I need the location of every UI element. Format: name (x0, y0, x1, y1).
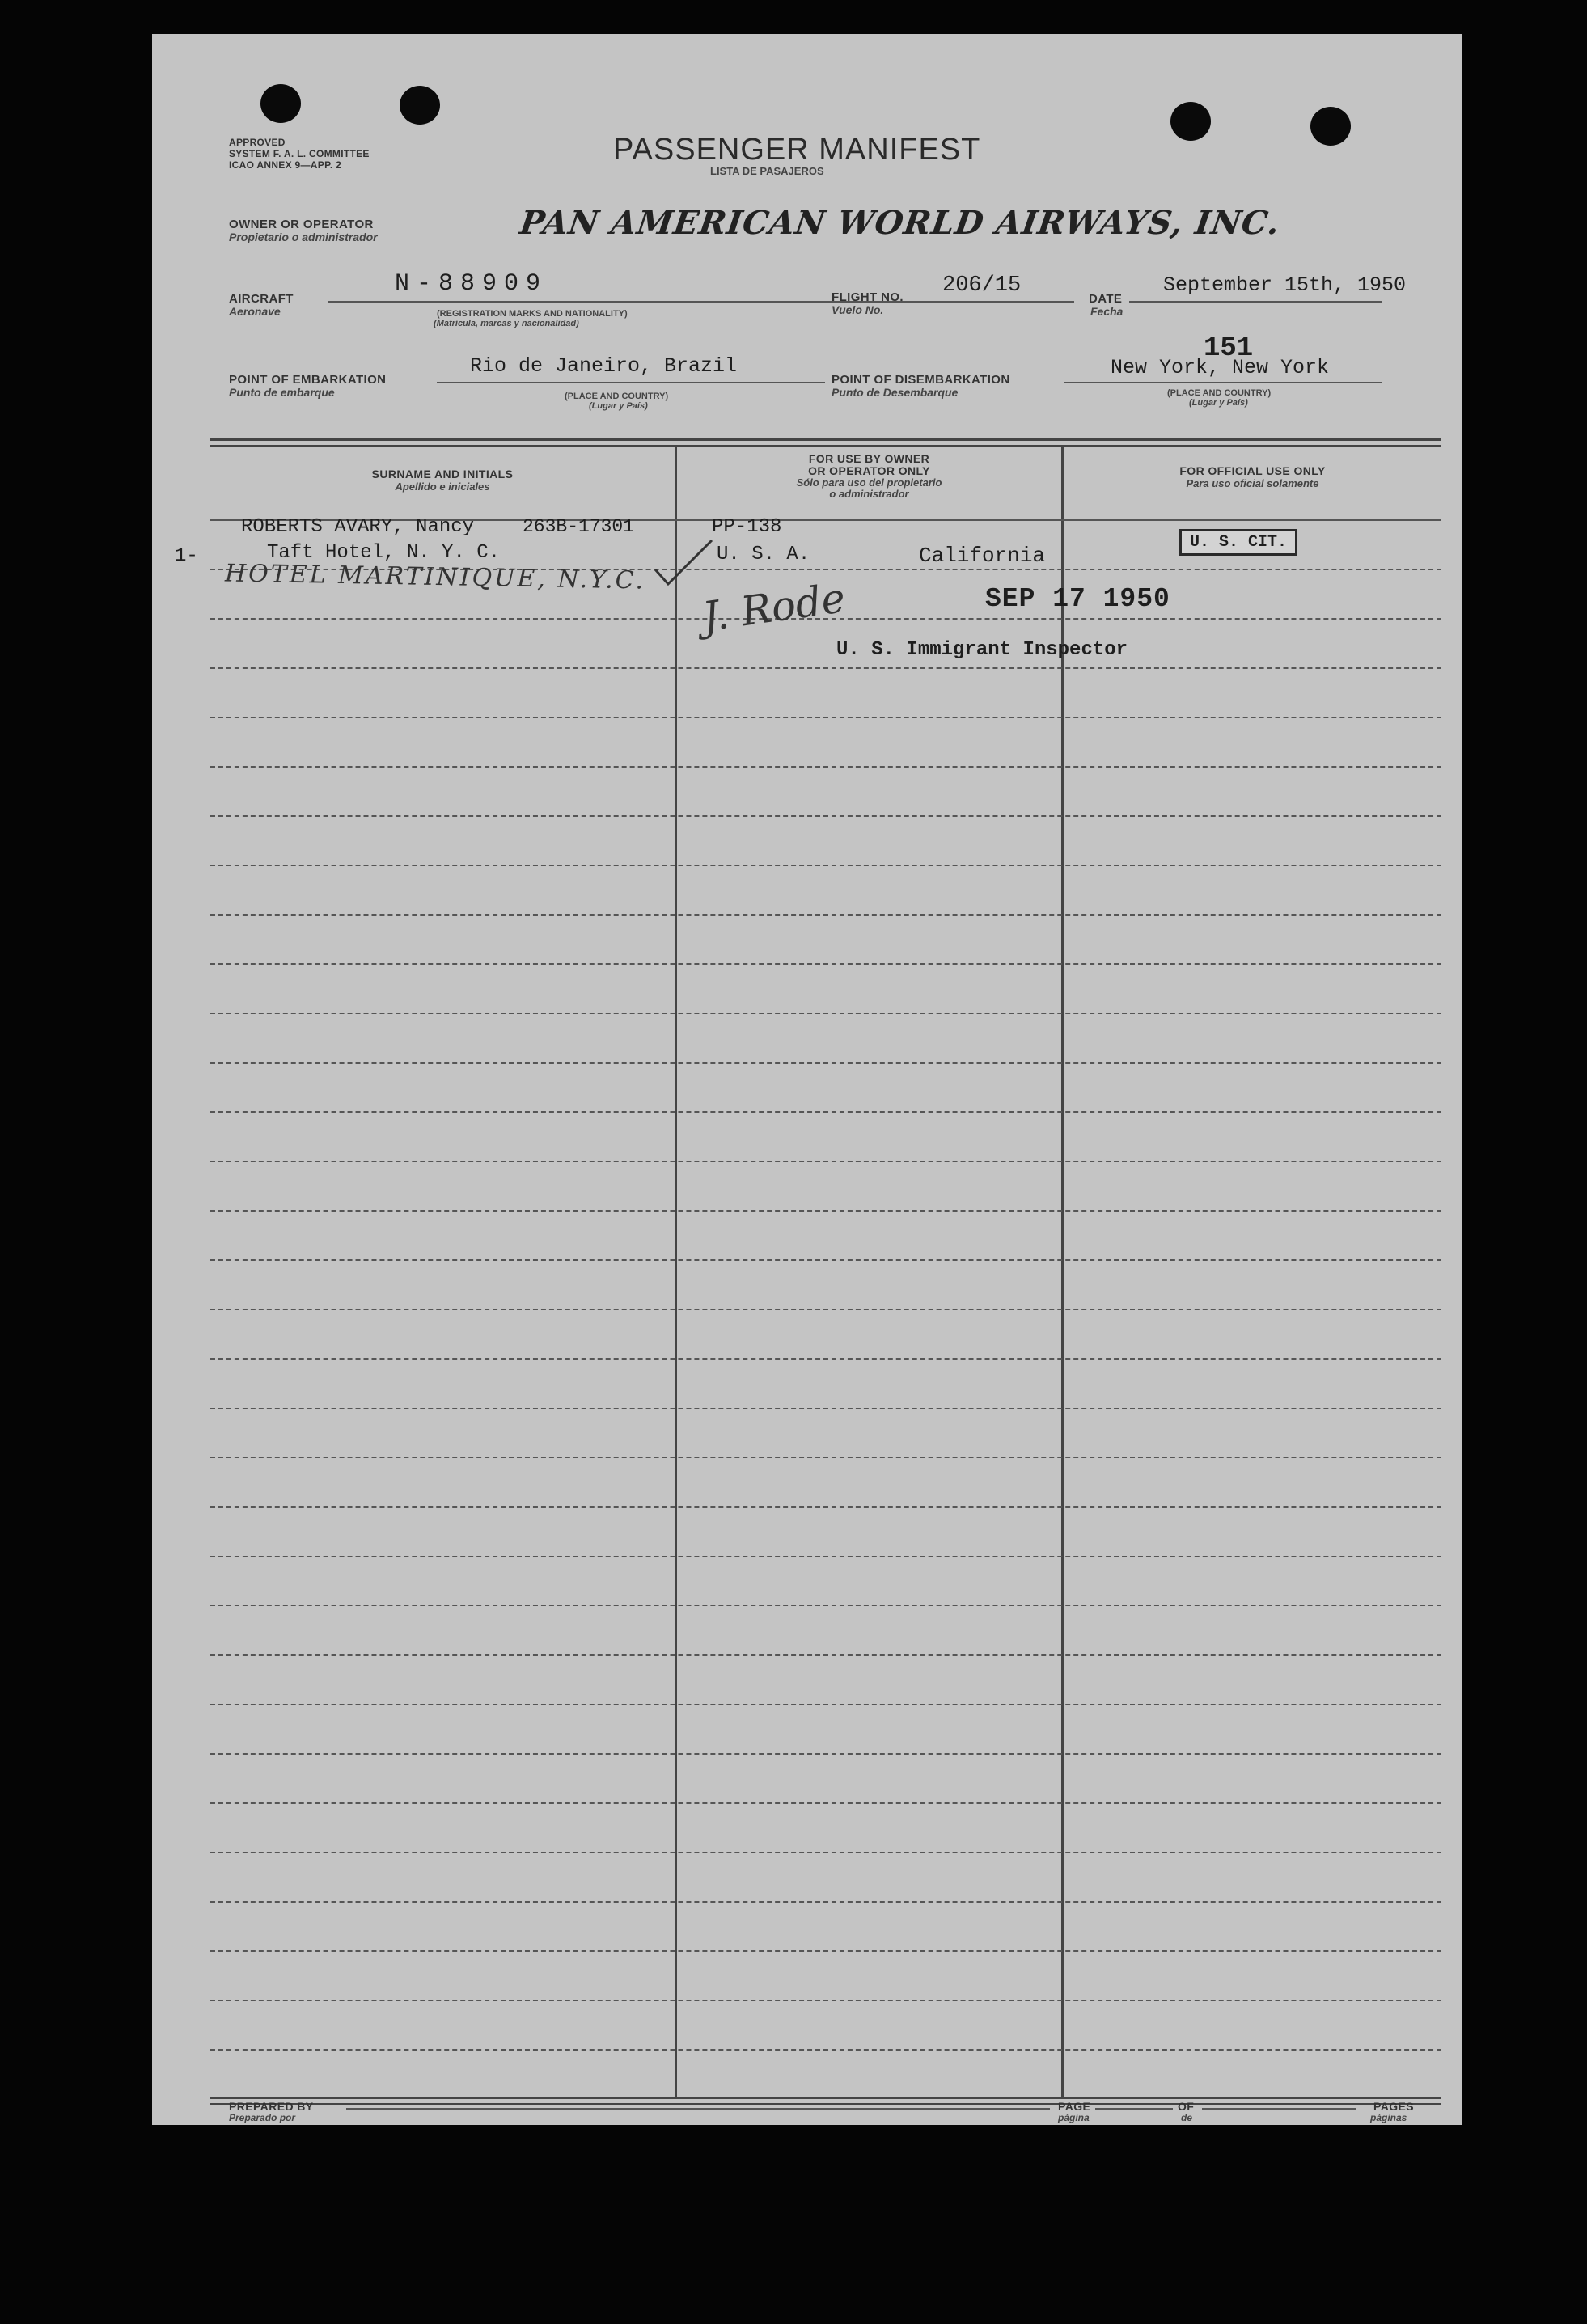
row-rule (210, 963, 1441, 965)
row-rule (210, 2000, 1441, 2001)
inspector-signature: J. Rode (699, 574, 849, 641)
row-rule (210, 1408, 1441, 1409)
passport-number: 263B-17301 (523, 516, 635, 537)
flight-line (912, 301, 1074, 303)
pages-label-spanish: páginas (1370, 2112, 1407, 2123)
table-top-rule (210, 445, 1441, 447)
of-line (1202, 2108, 1356, 2110)
nationality: U. S. A. (717, 544, 810, 565)
prepared-by-line (346, 2108, 1050, 2110)
row-rule (210, 914, 1441, 916)
disembarkation-place-note-spanish: (Lugar y País) (1189, 398, 1248, 408)
flight-label: FLIGHT NO. (832, 290, 904, 304)
page-label-spanish: página (1058, 2112, 1090, 2123)
approval-line: SYSTEM F. A. L. COMMITTEE (229, 148, 370, 159)
owner-label-spanish: Propietario o administrador (229, 231, 378, 243)
embarkation-value: Rio de Janeiro, Brazil (470, 354, 738, 378)
row-rule (210, 1802, 1441, 1804)
pages-label: PAGES (1373, 2100, 1414, 2113)
punch-hole (1310, 107, 1351, 146)
column-header-name (210, 468, 675, 493)
date-label-spanish: Fecha (1090, 305, 1124, 318)
row-rule (210, 1654, 1441, 1656)
row-rule (210, 2049, 1441, 2051)
registration-note: (REGISTRATION MARKS AND NATIONALITY) (437, 309, 628, 319)
form-title-spanish: LISTA DE PASAJEROS (710, 165, 824, 177)
disembarkation-value: New York, New York (1111, 356, 1330, 379)
table-bottom-rule (210, 2103, 1441, 2105)
date-value: September 15th, 1950 (1163, 273, 1407, 297)
flight-value: 206/15 (942, 273, 1022, 298)
disembarkation-label: POINT OF DISEMBARKATION (832, 373, 1010, 387)
hotel-handwritten: HOTEL MARTINIQUE, N.Y.C. (224, 559, 646, 595)
table-top-rule (210, 438, 1441, 441)
page-line (1095, 2108, 1173, 2110)
row-rule (210, 815, 1441, 817)
column-title: FOR USE BY OWNER OR OPERATOR ONLY (808, 452, 930, 477)
row-rule (210, 1901, 1441, 1903)
prepared-by-label: PREPARED BY (229, 2100, 314, 2113)
row-rule (210, 1457, 1441, 1458)
entry-number: 1- (175, 545, 198, 567)
date-line (1129, 301, 1382, 303)
row-rule (210, 1556, 1441, 1557)
row-rule (210, 1259, 1441, 1261)
column-title: FOR OFFICIAL USE ONLY (1179, 464, 1326, 477)
row-rule (210, 1950, 1441, 1952)
of-label: OF (1178, 2100, 1195, 2113)
row-rule (210, 1062, 1441, 1064)
approval-line: APPROVED (229, 137, 286, 148)
column-divider (675, 445, 677, 2098)
passenger-name: ROBERTS AVARY, Nancy (241, 516, 475, 538)
check-mark-icon (652, 537, 717, 593)
prepared-by-label-spanish: Preparado por (229, 2112, 296, 2123)
column-header-official (1064, 464, 1441, 489)
aircraft-value: N-88909 (395, 270, 548, 298)
operator-reference: PP-138 (712, 516, 782, 538)
row-rule (210, 1506, 1441, 1508)
disembarkation-label-spanish: Punto de Desembarque (832, 386, 959, 399)
row-rule (210, 667, 1441, 669)
row-rule (210, 1753, 1441, 1755)
of-label-spanish: de (1181, 2112, 1193, 2123)
form-title: PASSENGER MANIFEST (613, 133, 981, 167)
embarkation-label: POINT OF EMBARKATION (229, 373, 387, 387)
embarkation-place-note-spanish: (Lugar y País) (589, 401, 648, 411)
row-rule (210, 1309, 1441, 1310)
operator-name: PAN AMERICAN WORLD AIRWAYS, INC. (517, 204, 1283, 242)
punch-hole (1170, 102, 1211, 141)
column-title: SURNAME AND INITIALS (371, 468, 514, 480)
row-rule (210, 1210, 1441, 1212)
date-label: DATE (1089, 292, 1123, 306)
approval-line: ICAO ANNEX 9—APP. 2 (229, 159, 342, 171)
column-title-spanish: Apellido e iniciales (395, 480, 490, 493)
hotel-address: Taft Hotel, N. Y. C. (267, 542, 501, 564)
disembarkation-line (1064, 382, 1382, 383)
state: California (919, 544, 1046, 568)
registration-note-spanish: (Matrícula, marcas y nacionalidad) (434, 319, 579, 328)
row-rule (210, 1852, 1441, 1853)
aircraft-label: AIRCRAFT (229, 292, 294, 306)
embarkation-place-note: (PLACE AND COUNTRY) (565, 392, 669, 401)
manifest-sheet (152, 34, 1462, 2125)
punch-hole (400, 86, 440, 125)
punch-hole (260, 84, 301, 123)
column-divider (1061, 445, 1064, 2098)
embarkation-line (437, 382, 825, 383)
row-rule (210, 1013, 1441, 1014)
citizenship-stamp: U. S. CIT. (1179, 529, 1297, 556)
column-title-spanish: Sólo para uso del propietario o administrador (796, 476, 942, 500)
owner-label: OWNER OR OPERATOR (229, 218, 374, 231)
page-label: PAGE (1058, 2100, 1091, 2113)
row-rule (210, 717, 1441, 718)
table-bottom-rule (210, 2097, 1441, 2099)
row-rule (210, 1111, 1441, 1113)
arrival-date-stamp: SEP 17 1950 (985, 584, 1170, 614)
disembarkation-place-note: (PLACE AND COUNTRY) (1167, 388, 1272, 398)
column-header-operator (677, 453, 1061, 500)
flight-label-spanish: Vuelo No. (832, 303, 884, 316)
row-rule (210, 1605, 1441, 1606)
row-rule (210, 1704, 1441, 1705)
inspector-title: U. S. Immigrant Inspector (836, 639, 1128, 661)
row-rule (210, 1358, 1441, 1360)
aircraft-label-spanish: Aeronave (229, 305, 281, 318)
row-rule (210, 1161, 1441, 1162)
row-rule (210, 766, 1441, 768)
column-title-spanish: Para uso oficial solamente (1186, 477, 1319, 489)
row-rule (210, 865, 1441, 866)
embarkation-label-spanish: Punto de embarque (229, 386, 335, 399)
page-number-stamp: 151 (1204, 333, 1254, 364)
